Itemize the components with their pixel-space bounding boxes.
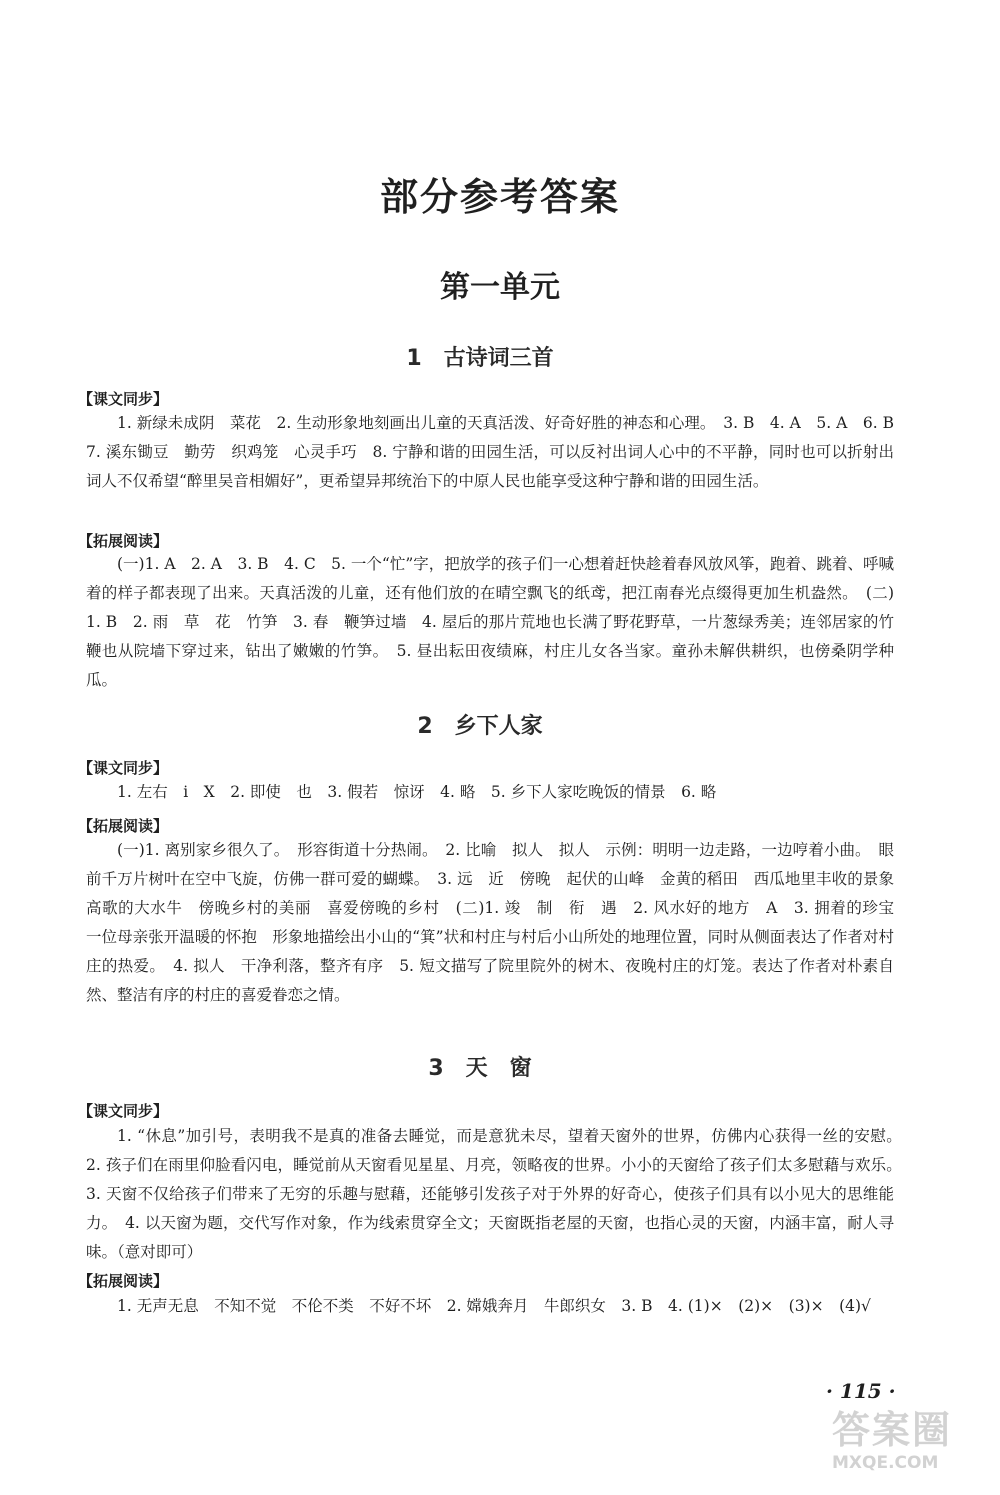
answer-paragraph: (一)1. A 2. A 3. B 4. C 5. 一个“忙”字，把放学的孩子们一心想着赶快趁着春风放风筝，跑着、跳着、呼喊着的样子都表现了出来。天真活泼的儿童，还有他们放的在晴空飘飞的纸鸢，把江南春光点缀得更加生机盎然。 (二)1. B 2. 雨 草 花 竹笋 3. 春 鞭笋过墙 4. 屋后的那片荒地也长满了野花野草，一片葱绿秀美；连邻居家的竹鞭也从院墙下穿过来，钻出了嫩嫩的竹笋。 5. 昼出耘田夜绩麻，村庄儿女各当家。童孙未解供耕织，也傍桑阴学种瓜。 — [86, 555, 894, 689]
answer-paragraph: 1. 新绿未成阴 菜花 2. 生动形象地刻画出儿童的天真活泼、好奇好胜的神态和心理。 3. B 4. A 5. A 6. B 7. 溪东锄豆 勤劳 织鸡笼 心灵手巧 8. 宁静和谐的田园生活，可以反衬出词人心中的不平静，同时也可以折射出词人不仅希望“醉里吴音相媚好”，更希望异邦统治下的中原人民也能享受这种宁静和谐的田园生活。 — [86, 414, 910, 490]
watermark-text: 答案圈 — [832, 1408, 953, 1452]
lesson-1-title — [0, 341, 960, 372]
lesson-number: 3 — [428, 1056, 444, 1081]
watermark-url: MXQE.COM — [832, 1453, 939, 1473]
lesson-number: 2 — [417, 714, 433, 739]
page-number: · 115 · — [826, 1379, 896, 1403]
lesson-name: 乡下人家 — [454, 714, 543, 739]
section-label-kewen: 【课文同步】 — [78, 390, 169, 408]
section-label-tuozhan: 【拓展阅读】 — [78, 532, 169, 550]
lesson-number: 1 — [406, 346, 422, 371]
lesson-3-title — [0, 1051, 960, 1082]
section-label-tuozhan: 【拓展阅读】 — [78, 1272, 169, 1290]
unit-title: 第一单元 — [440, 270, 560, 305]
lesson-name: 古诗词三首 — [443, 346, 554, 371]
section-label-kewen: 【课文同步】 — [78, 759, 169, 777]
section-label-kewen: 【课文同步】 — [78, 1102, 169, 1120]
answer-paragraph: (一)1. 离别家乡很久了。 形容街道十分热闹。 2. 比喻 拟人 拟人 示例：明明一边走路，一边哼着小曲。 眼前千万片树叶在空中飞旋，仿佛一群可爱的蝴蝶。 3. 远 近 傍晚 起伏的山峰 金黄的稻田 西瓜地里丰收的景象 高歌的大水牛 傍晚乡村的美丽 喜爱傍晚的乡村 (二)1. 竣 制 衔 遇 2. 风水好的地方 A 3. 拥着的珍宝 一位母亲张开温暖的怀抱 形象地描绘出小山的“箕”状和村庄与村后小山所处的地理位置，同时从侧面表达了作者对村庄的热爱。 4. 拟人 干净利落，整齐有序 5. 短文描写了院里院外的树木、夜晚村庄的灯笼。表达了作者对朴素自然、整洁有序的村庄的喜爱眷恋之情。 — [86, 841, 910, 1004]
answer-paragraph: 1. “休息”加引号，表明我不是真的准备去睡觉，而是意犹未尽，望着天窗外的世界，仿佛内心获得一丝的安慰。 2. 孩子们在雨里仰脸看闪电，睡觉前从天窗看见星星、月亮，领略夜的世界。小小的天窗给了孩子们太多慰藉与欢乐。 3. 天窗不仅给孩子们带来了无穷的乐趣与慰藉，还能够引发孩子对于外界的好奇心，使孩子们具有以小见大的思维能力。 4. 以天窗为题，交代写作对象，作为线索贯穿全文；天窗既指老屋的天窗，也指心灵的天窗，内涵丰富，耐人寻味。（意对即可） — [86, 1127, 910, 1261]
section-label-tuozhan: 【拓展阅读】 — [78, 817, 169, 835]
page-title: 部分参考答案 — [379, 175, 620, 219]
answer-paragraph: 1. 无声无息 不知不觉 不伦不类 不好不坏 2. 嫦娥奔月 牛郎织女 3. B 4. (1)× (2)× (3)× (4)√ — [117, 1297, 871, 1315]
lesson-2-title — [0, 709, 960, 740]
lesson-name: 天 窗 — [465, 1056, 532, 1081]
answer-paragraph: 1. 左右 i X 2. 即使 也 3. 假若 惊讶 4. 略 5. 乡下人家吃晚饭的情景 6. 略 — [117, 783, 717, 801]
watermark-logo — [832, 1408, 982, 1484]
